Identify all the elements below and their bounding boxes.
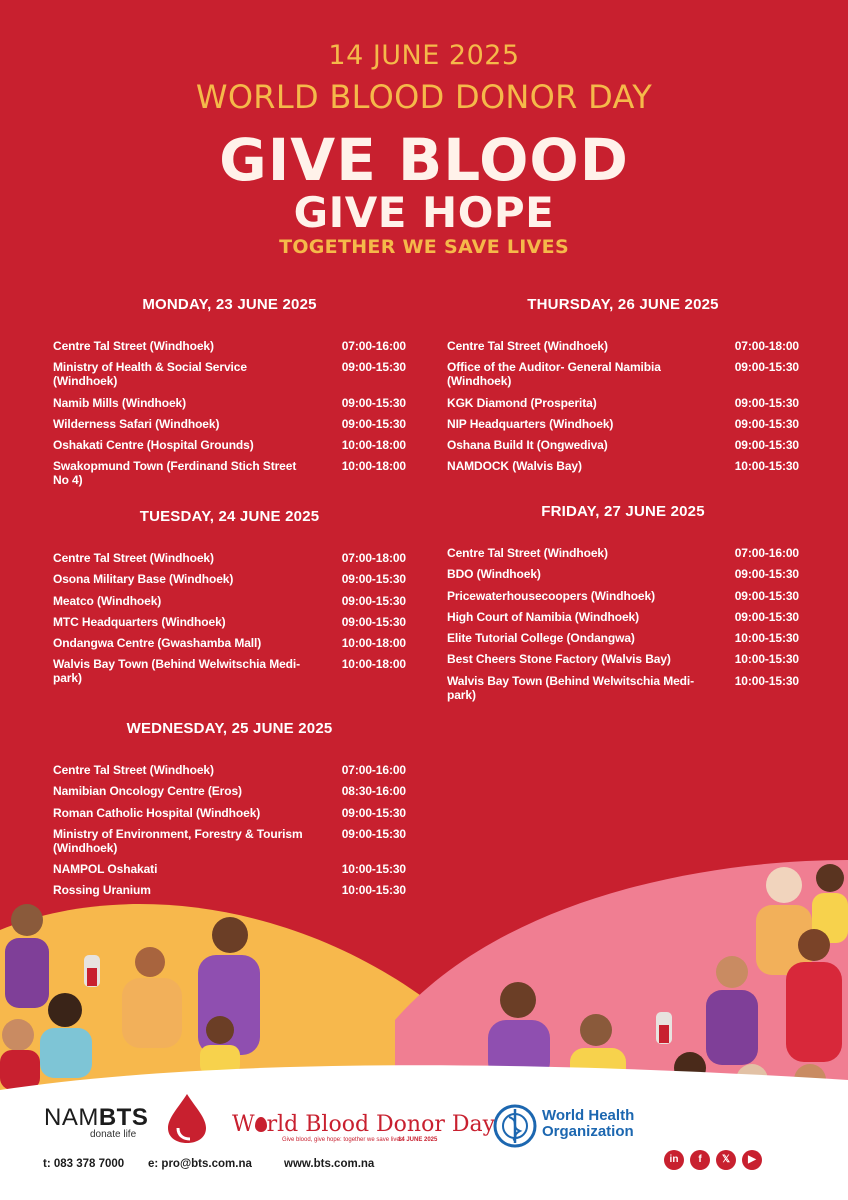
session-time: 10:00-15:30 [734,652,799,667]
location-name: Namibian Oncology Centre (Eros) [53,784,242,799]
session-time: 09:00-15:30 [734,395,799,410]
schedule-row [53,806,406,820]
schedule-rows [53,339,406,487]
donor-illustration [0,860,848,1200]
schedule-rows [53,551,406,685]
session-time: 09:00-15:30 [341,572,406,587]
nambts-logo-text-b: BTS [98,1104,149,1131]
location-name: Best Cheers Stone Factory (Walvis Bay) [447,652,671,667]
schedule-rows [447,339,799,473]
wbdd-logo-w: W [232,1112,255,1137]
session-time: 10:00-15:30 [341,883,406,898]
location-name: Elite Tutorial College (Ondangwa) [447,631,635,646]
schedule-row [447,396,799,410]
event-name: WORLD BLOOD DONOR DAY [195,78,653,116]
session-time: 09:00-15:30 [734,588,799,603]
schedule-row [53,459,406,487]
day-title: TUESDAY, 24 JUNE 2025 [139,508,320,525]
session-time: 08:30-16:00 [341,784,406,799]
headline-give-hope: GIVE HOPE [293,188,555,237]
session-time: 10:00-18:00 [341,657,406,672]
location-name: Meatco (Windhoek) [53,593,162,608]
schedule-row [447,339,799,353]
session-time: 10:00-18:00 [341,459,406,474]
session-time: 09:00-15:30 [341,416,406,431]
session-time: 07:00-16:00 [734,546,799,560]
session-time: 10:00-15:30 [734,631,799,646]
session-time: 10:00-18:00 [341,636,406,651]
schedule-friday [447,503,799,709]
schedule-rows [447,546,799,702]
session-time: 09:00-15:30 [734,360,799,375]
location-name: Wilderness Safari (Windhoek) [53,416,220,431]
session-time: 10:00-15:30 [341,862,406,877]
day-title: WEDNESDAY, 25 JUNE 2025 [126,720,333,737]
location-name: Namib Mills (Windhoek) [53,395,187,410]
location-name: Office of the Auditor- General Namibia (Windhoek) [447,360,661,389]
schedule-row [53,615,406,629]
nambts-logo [44,1104,148,1132]
facebook-icon[interactable]: f [690,1150,710,1170]
schedule-row [53,594,406,608]
session-time: 09:00-15:30 [341,614,406,629]
who-logo-text [542,1108,634,1140]
session-time: 09:00-15:30 [341,360,406,375]
location-name: Walvis Bay Town (Behind Welwitschia Medi-park) [53,657,301,686]
schedule-row [447,652,799,666]
schedule-row [53,763,406,777]
session-time: 09:00-15:30 [341,593,406,608]
day-title: THURSDAY, 26 JUNE 2025 [527,296,719,313]
wbdd-date: 14 JUNE 2025 [398,1137,438,1143]
session-time: 09:00-15:30 [734,609,799,624]
location-name: High Court of Namibia (Windhoek) [447,609,640,624]
event-date: 14 JUNE 2025 [328,40,520,71]
schedule-monday [53,296,406,495]
location-name: Roman Catholic Hospital (Windhoek) [53,805,261,820]
schedule-row [53,438,406,452]
schedule-row [53,396,406,410]
session-time: 07:00-16:00 [341,339,406,353]
who-emblem-icon [492,1103,538,1149]
session-time: 09:00-15:30 [734,438,799,453]
location-name: Osona Military Base (Windhoek) [53,572,234,587]
contact-email[interactable]: e: pro@bts.com.na [148,1158,252,1170]
session-time: 09:00-15:30 [341,826,406,841]
schedule-row [447,567,799,581]
schedule-row [447,459,799,473]
location-name: Centre Tal Street (Windhoek) [447,546,608,560]
location-name: NAMDOCK (Walvis Bay) [447,459,582,474]
schedule-row [447,589,799,603]
drop-o-icon [255,1117,267,1132]
schedule-row [53,360,406,388]
location-name: BDO (Windhoek) [447,567,541,582]
session-time: 10:00-18:00 [341,438,406,453]
session-time: 09:00-15:30 [341,805,406,820]
day-title: FRIDAY, 27 JUNE 2025 [541,503,705,520]
session-time: 07:00-18:00 [734,339,799,353]
day-title: MONDAY, 23 JUNE 2025 [142,296,317,313]
schedule-row [447,610,799,624]
schedule-row [447,360,799,388]
location-name: Swakopmund Town (Ferdinand Stich Street No 4) [53,459,297,488]
wbdd-logo-rest: rld Blood Donor Day [266,1112,496,1137]
schedule-row [53,784,406,798]
location-name: Ondangwa Centre (Gwashamba Mall) [53,636,262,651]
schedule-row [447,674,799,702]
location-name: Ministry of Environment, Forestry & Tourism (Windhoek) [53,826,303,855]
schedule-row [53,827,406,855]
session-time: 09:00-15:30 [734,567,799,582]
blood-drop-icon [164,1092,210,1144]
who-line-1: World Health [542,1107,635,1124]
location-name: Rossing Uranium [53,883,151,898]
twitter-icon[interactable]: 𝕏 [716,1150,736,1170]
schedule-row [53,636,406,650]
location-name: Centre Tal Street (Windhoek) [53,551,214,565]
session-time: 07:00-16:00 [341,763,406,777]
schedule-row [447,546,799,560]
schedule-row [53,339,406,353]
contact-phone: t: 083 378 7000 [43,1158,125,1170]
schedule-row [447,438,799,452]
location-name: NIP Headquarters (Windhoek) [447,416,614,431]
schedule-row [447,631,799,645]
location-name: Pricewaterhousecoopers (Windhoek) [447,588,655,603]
schedule-row [53,657,406,685]
contact-website[interactable]: www.bts.com.na [284,1158,375,1170]
linkedin-icon[interactable]: in [664,1150,684,1170]
schedule-row [447,417,799,431]
location-name: NAMPOL Oshakati [53,862,158,877]
location-name: Centre Tal Street (Windhoek) [447,339,608,353]
session-time: 07:00-18:00 [341,551,406,565]
session-time: 09:00-15:30 [734,416,799,431]
nambts-logo-text-a: NAM [44,1104,99,1131]
location-name: Oshakati Centre (Hospital Grounds) [53,438,254,453]
session-time: 09:00-15:30 [341,395,406,410]
schedule-row [53,417,406,431]
who-line-2: Organization [542,1123,634,1140]
location-name: Oshana Build It (Ongwediva) [447,438,608,453]
youtube-icon[interactable]: ▶ [742,1150,762,1170]
location-name: Walvis Bay Town (Behind Welwitschia Medi-park) [447,673,695,702]
session-time: 10:00-15:30 [734,673,799,688]
location-name: Centre Tal Street (Windhoek) [53,339,214,353]
location-name: KGK Diamond (Prosperita) [447,395,597,410]
wbdd-logo [232,1112,495,1137]
nambts-slogan: donate life [90,1129,137,1140]
schedule-row [53,551,406,565]
location-name: Ministry of Health & Social Service (Windhoek) [53,360,247,389]
wbdd-slogan: Give blood, give hope: together we save lives. [282,1137,405,1143]
location-name: Centre Tal Street (Windhoek) [53,763,214,777]
headline-give-blood: GIVE BLOOD [219,126,629,194]
schedule-tuesday [53,508,406,693]
location-name: MTC Headquarters (Windhoek) [53,614,226,629]
session-time: 10:00-15:30 [734,459,799,474]
schedule-row [53,572,406,586]
schedule-thursday [447,296,799,481]
tagline: TOGETHER WE SAVE LIVES [279,236,569,258]
